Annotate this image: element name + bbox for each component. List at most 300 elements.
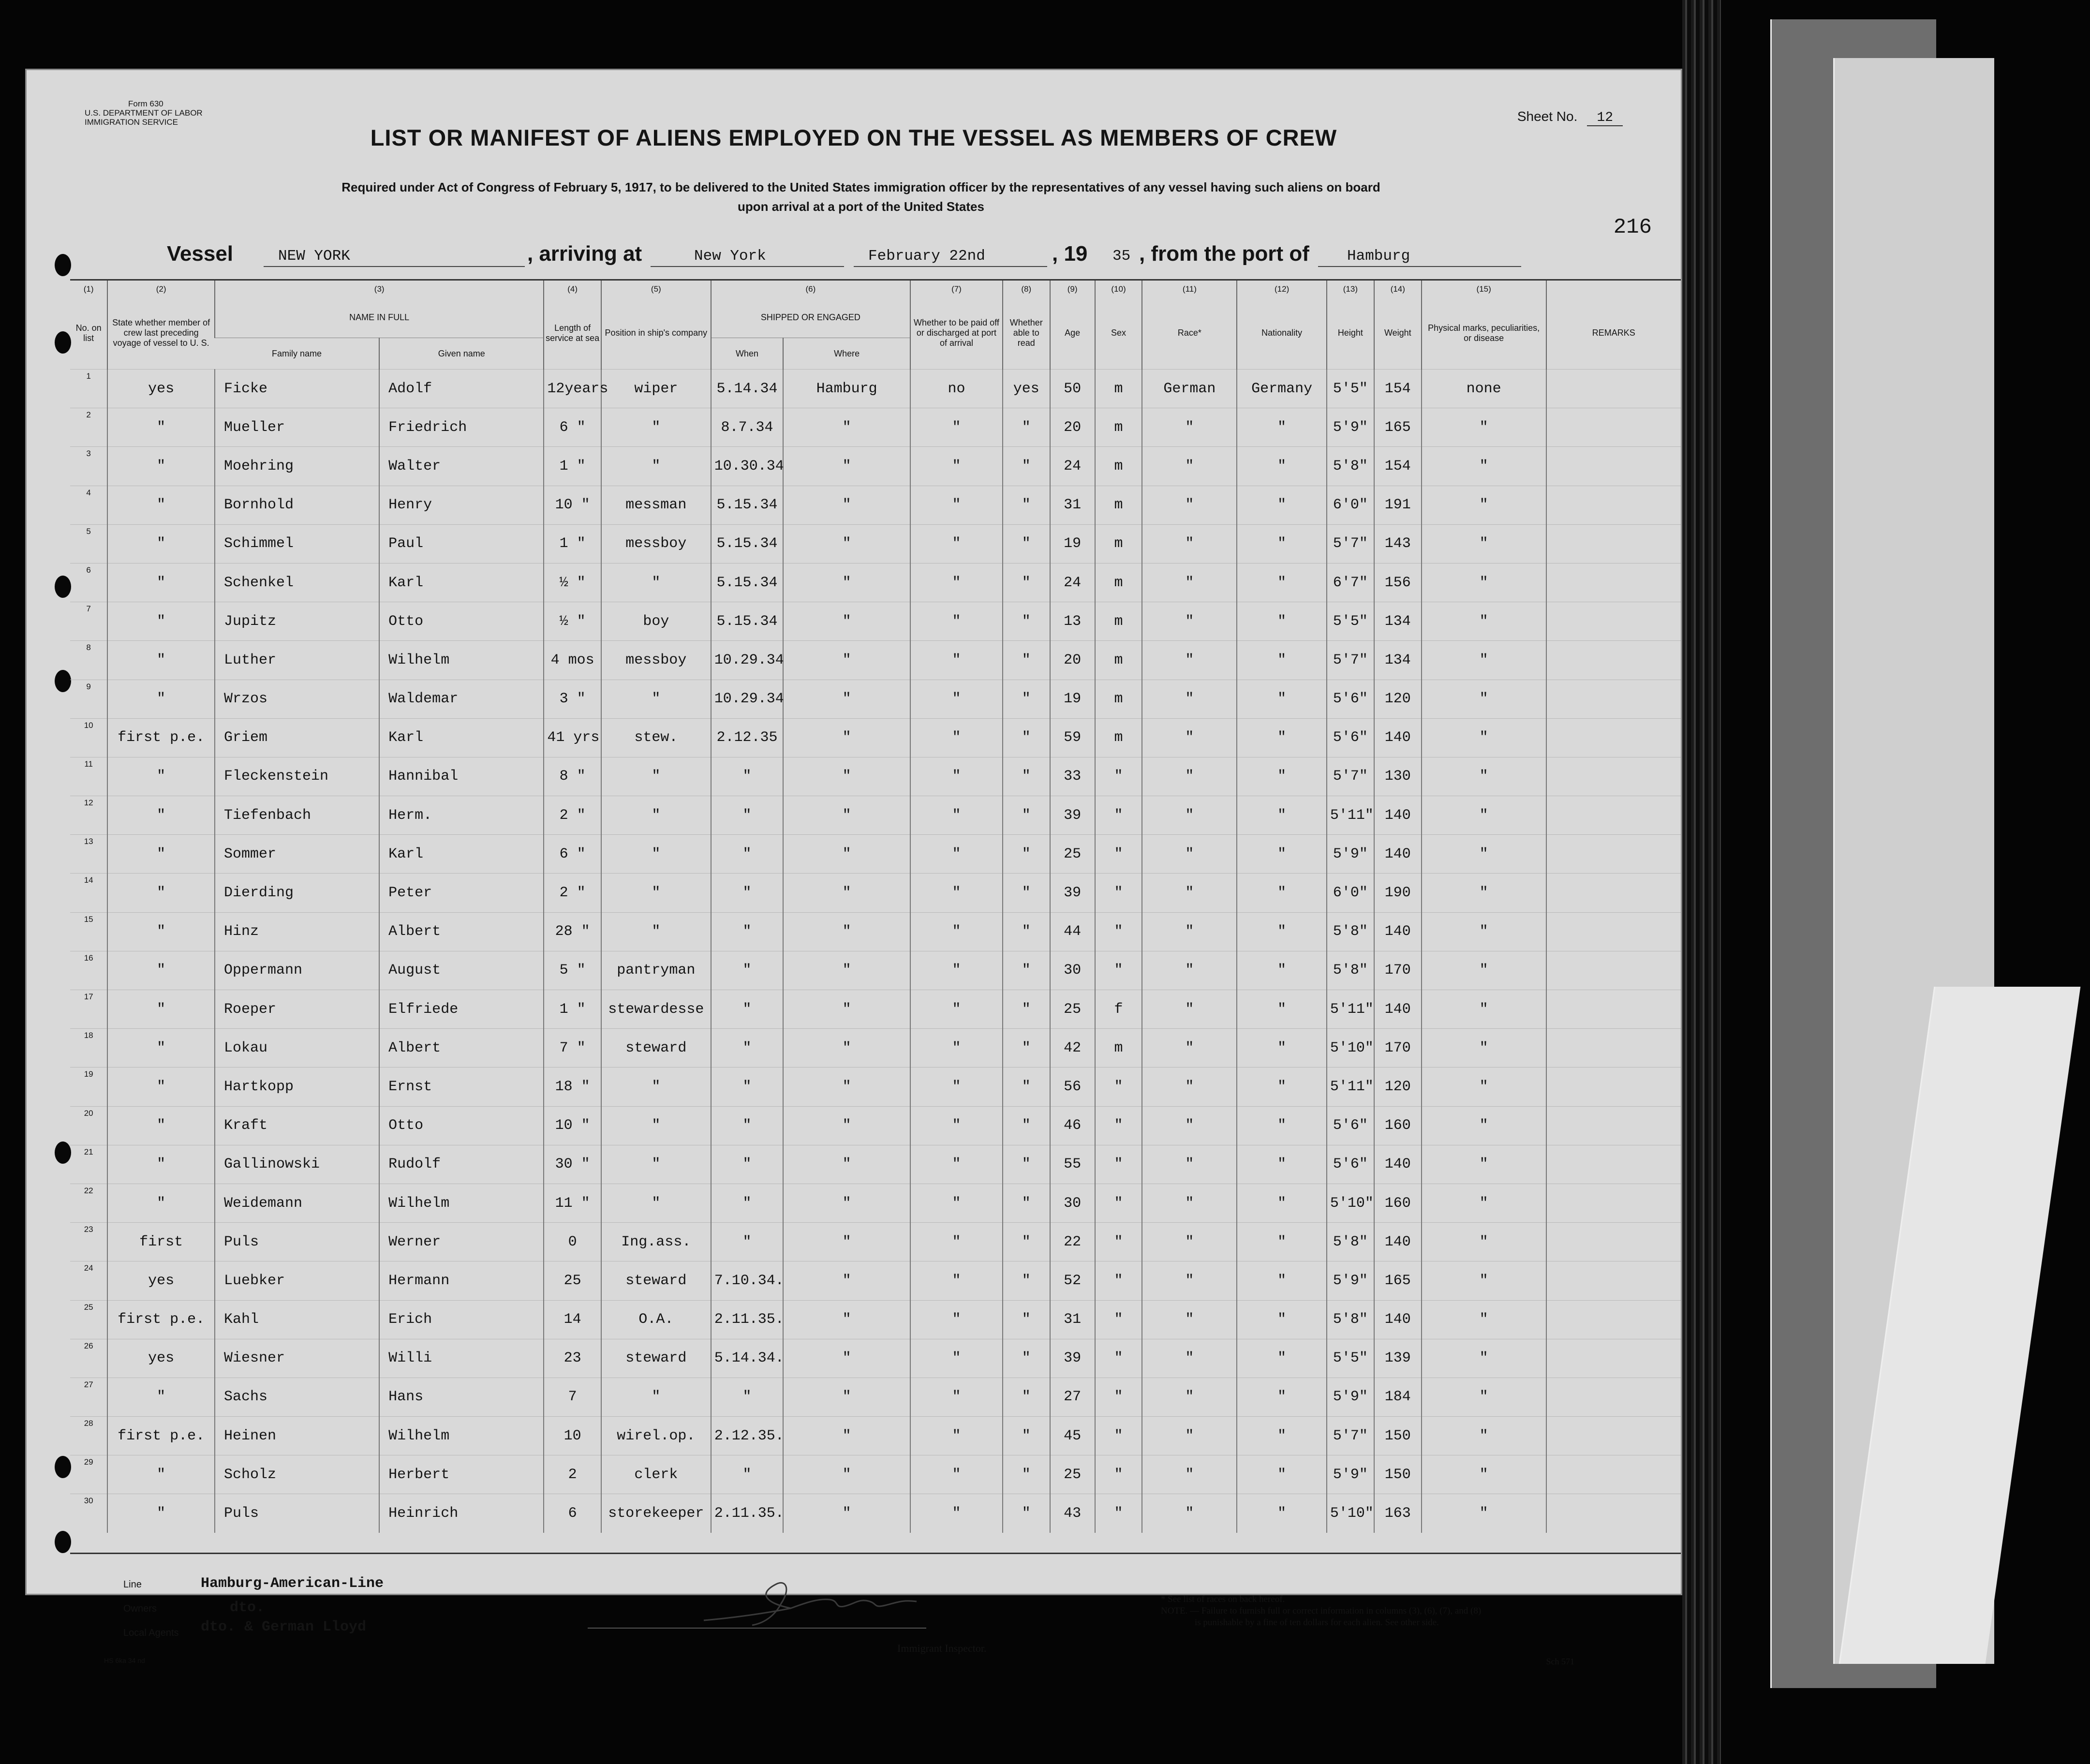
shipped-where-cell: " bbox=[783, 486, 910, 524]
age-cell: 19 bbox=[1050, 524, 1095, 563]
position-cell: " bbox=[601, 835, 711, 874]
previous-voyage-cell: yes bbox=[107, 1339, 215, 1378]
position-cell: pantryman bbox=[601, 951, 711, 990]
table-row bbox=[70, 1223, 1681, 1261]
able-to-read-cell: " bbox=[1003, 951, 1050, 990]
paid-off-cell: " bbox=[910, 680, 1003, 718]
race-cell: " bbox=[1142, 1300, 1237, 1339]
position-cell: " bbox=[601, 1067, 711, 1106]
shipped-when-cell: " bbox=[711, 1378, 783, 1416]
previous-voyage-cell: " bbox=[107, 486, 215, 524]
family-name-cell: Schenkel bbox=[215, 563, 379, 602]
paid-off-cell: " bbox=[910, 563, 1003, 602]
shipped-where-cell: " bbox=[783, 1106, 910, 1145]
remarks-cell bbox=[1546, 563, 1681, 602]
column-number: (2) bbox=[107, 281, 215, 297]
given-name-cell: Hannibal bbox=[379, 757, 544, 796]
sex-cell: m bbox=[1095, 447, 1142, 486]
punch-hole-icon bbox=[55, 670, 71, 692]
race-cell: " bbox=[1142, 408, 1237, 447]
paid-off-cell: " bbox=[910, 1106, 1003, 1145]
family-name-cell: Dierding bbox=[215, 874, 379, 912]
table-row bbox=[70, 757, 1681, 796]
position-cell: steward bbox=[601, 1261, 711, 1300]
weight-cell: 154 bbox=[1374, 370, 1422, 408]
nationality-cell: " bbox=[1237, 951, 1327, 990]
weight-cell: 160 bbox=[1374, 1106, 1422, 1145]
table-row bbox=[70, 447, 1681, 486]
weight-cell: 165 bbox=[1374, 408, 1422, 447]
service-length-cell: 2 " bbox=[544, 874, 601, 912]
shipped-when-cell: 10.30.34 bbox=[711, 447, 783, 486]
shipped-where-cell: " bbox=[783, 524, 910, 563]
nationality-cell: " bbox=[1237, 1223, 1327, 1261]
height-cell: 5'5" bbox=[1327, 1339, 1374, 1378]
age-cell: 39 bbox=[1050, 796, 1095, 835]
previous-voyage-cell: " bbox=[107, 408, 215, 447]
arrival-port: New York bbox=[694, 248, 766, 265]
nationality-cell: " bbox=[1237, 1067, 1327, 1106]
able-to-read-cell: " bbox=[1003, 1494, 1050, 1533]
service-length-cell: 7 " bbox=[544, 1029, 601, 1067]
header-nationality: Nationality bbox=[1237, 297, 1327, 370]
family-name-cell: Mueller bbox=[215, 408, 379, 447]
family-name-cell: Puls bbox=[215, 1494, 379, 1533]
table-row bbox=[70, 1455, 1681, 1494]
age-cell: 25 bbox=[1050, 835, 1095, 874]
remarks-cell bbox=[1546, 602, 1681, 641]
position-cell: wirel.op. bbox=[601, 1417, 711, 1455]
weight-cell: 120 bbox=[1374, 680, 1422, 718]
adjacent-pages bbox=[1712, 19, 2051, 1688]
age-cell: 24 bbox=[1050, 563, 1095, 602]
nationality-cell: " bbox=[1237, 1184, 1327, 1222]
shipped-where-cell: " bbox=[783, 718, 910, 757]
table-row bbox=[70, 1300, 1681, 1339]
physical-marks-cell: " bbox=[1422, 718, 1546, 757]
shipped-where-cell: " bbox=[783, 796, 910, 835]
family-name-cell: Puls bbox=[215, 1223, 379, 1261]
physical-marks-cell: " bbox=[1422, 951, 1546, 990]
service-name: IMMIGRATION SERVICE bbox=[85, 118, 178, 127]
given-name-cell: Karl bbox=[379, 835, 544, 874]
row-number: 17 bbox=[70, 990, 107, 1029]
agents-value: dto. & German Lloyd bbox=[201, 1619, 367, 1635]
service-length-cell: 2 bbox=[544, 1455, 601, 1494]
nationality-cell: " bbox=[1237, 1378, 1327, 1416]
family-name-cell: Griem bbox=[215, 718, 379, 757]
given-name-cell: Herbert bbox=[379, 1455, 544, 1494]
position-cell: " bbox=[601, 757, 711, 796]
height-cell: 5'9" bbox=[1327, 408, 1374, 447]
service-length-cell: 41 yrs bbox=[544, 718, 601, 757]
line-value: Hamburg-American-Line bbox=[201, 1575, 384, 1592]
sex-cell: " bbox=[1095, 1106, 1142, 1145]
nationality-cell: " bbox=[1237, 835, 1327, 874]
arrival-underline bbox=[651, 266, 844, 267]
nationality-cell: " bbox=[1237, 1339, 1327, 1378]
sex-cell: m bbox=[1095, 486, 1142, 524]
remarks-cell bbox=[1546, 1067, 1681, 1106]
family-name-cell: Wiesner bbox=[215, 1339, 379, 1378]
column-number: (3) bbox=[215, 281, 544, 297]
sex-cell: m bbox=[1095, 524, 1142, 563]
remarks-cell bbox=[1546, 680, 1681, 718]
race-cell: " bbox=[1142, 602, 1237, 641]
sex-cell: " bbox=[1095, 835, 1142, 874]
family-name-cell: Gallinowski bbox=[215, 1145, 379, 1184]
able-to-read-cell: " bbox=[1003, 486, 1050, 524]
paid-off-cell: " bbox=[910, 1417, 1003, 1455]
family-name-cell: Hinz bbox=[215, 912, 379, 951]
weight-cell: 165 bbox=[1374, 1261, 1422, 1300]
sex-cell: m bbox=[1095, 680, 1142, 718]
header-height: Height bbox=[1327, 297, 1374, 370]
physical-marks-cell: " bbox=[1422, 1029, 1546, 1067]
shipped-when-cell: 10.29.34 bbox=[711, 680, 783, 718]
height-cell: 5'6" bbox=[1327, 1145, 1374, 1184]
shipped-where-cell: " bbox=[783, 1184, 910, 1222]
height-cell: 6'7" bbox=[1327, 563, 1374, 602]
table-row bbox=[70, 990, 1681, 1029]
column-number: (9) bbox=[1050, 281, 1095, 297]
nationality-cell: " bbox=[1237, 1261, 1327, 1300]
previous-voyage-cell: " bbox=[107, 990, 215, 1029]
race-cell: " bbox=[1142, 1339, 1237, 1378]
row-number: 21 bbox=[70, 1145, 107, 1184]
paid-off-cell: " bbox=[910, 1029, 1003, 1067]
sex-cell: " bbox=[1095, 951, 1142, 990]
table-row bbox=[70, 486, 1681, 524]
remarks-cell bbox=[1546, 796, 1681, 835]
family-name-cell: Kraft bbox=[215, 1106, 379, 1145]
shipped-where-cell: " bbox=[783, 912, 910, 951]
sex-cell: " bbox=[1095, 1339, 1142, 1378]
given-name-cell: Walter bbox=[379, 447, 544, 486]
given-name-cell: Paul bbox=[379, 524, 544, 563]
family-name-cell: Luther bbox=[215, 641, 379, 680]
remarks-cell bbox=[1546, 447, 1681, 486]
position-cell: " bbox=[601, 1145, 711, 1184]
previous-voyage-cell: " bbox=[107, 1067, 215, 1106]
from-label: , from the port of bbox=[1139, 242, 1309, 266]
row-number: 2 bbox=[70, 408, 107, 447]
height-cell: 5'8" bbox=[1327, 1300, 1374, 1339]
able-to-read-cell: " bbox=[1003, 641, 1050, 680]
table-row bbox=[70, 1184, 1681, 1222]
family-name-cell: Schimmel bbox=[215, 524, 379, 563]
header-sex: Sex bbox=[1095, 297, 1142, 370]
height-cell: 5'8" bbox=[1327, 951, 1374, 990]
given-name-cell: Otto bbox=[379, 1106, 544, 1145]
shipped-where-cell: " bbox=[783, 1029, 910, 1067]
physical-marks-cell: " bbox=[1422, 1184, 1546, 1222]
height-cell: 5'8" bbox=[1327, 912, 1374, 951]
row-number: 16 bbox=[70, 951, 107, 990]
position-cell: " bbox=[601, 1106, 711, 1145]
weight-cell: 156 bbox=[1374, 563, 1422, 602]
column-number: (13) bbox=[1327, 281, 1374, 297]
shipped-where-cell: " bbox=[783, 641, 910, 680]
height-cell: 5'11" bbox=[1327, 1067, 1374, 1106]
service-length-cell: 8 " bbox=[544, 757, 601, 796]
punch-hole-icon bbox=[55, 254, 71, 276]
age-cell: 33 bbox=[1050, 757, 1095, 796]
shipped-where-cell: " bbox=[783, 680, 910, 718]
family-name-cell: Moehring bbox=[215, 447, 379, 486]
shipped-when-cell: " bbox=[711, 1223, 783, 1261]
sex-cell: " bbox=[1095, 912, 1142, 951]
header-physical-marks: Physical marks, peculiarities, or disease bbox=[1422, 297, 1546, 370]
weight-cell: 191 bbox=[1374, 486, 1422, 524]
able-to-read-cell: " bbox=[1003, 990, 1050, 1029]
previous-voyage-cell: " bbox=[107, 835, 215, 874]
physical-marks-cell: " bbox=[1422, 563, 1546, 602]
service-length-cell: 11 " bbox=[544, 1184, 601, 1222]
table-row bbox=[70, 563, 1681, 602]
table-row bbox=[70, 718, 1681, 757]
departure-port: Hamburg bbox=[1347, 248, 1410, 265]
previous-voyage-cell: yes bbox=[107, 370, 215, 408]
physical-marks-cell: " bbox=[1422, 1339, 1546, 1378]
age-cell: 31 bbox=[1050, 486, 1095, 524]
paid-off-cell: " bbox=[910, 408, 1003, 447]
given-name-cell: Albert bbox=[379, 1029, 544, 1067]
shipped-where-cell: Hamburg bbox=[783, 370, 910, 408]
position-cell: messboy bbox=[601, 641, 711, 680]
owners-label: Owners bbox=[123, 1603, 157, 1614]
position-cell: " bbox=[601, 447, 711, 486]
punch-hole-icon bbox=[55, 576, 71, 598]
shipped-when-cell: " bbox=[711, 757, 783, 796]
header-race: Race* bbox=[1142, 297, 1237, 370]
weight-cell: 170 bbox=[1374, 951, 1422, 990]
punch-hole-icon bbox=[55, 1141, 71, 1164]
family-name-cell: Luebker bbox=[215, 1261, 379, 1300]
sex-cell: " bbox=[1095, 1455, 1142, 1494]
family-name-cell: Weidemann bbox=[215, 1184, 379, 1222]
paid-off-cell: " bbox=[910, 1300, 1003, 1339]
height-cell: 5'7" bbox=[1327, 1417, 1374, 1455]
previous-voyage-cell: first p.e. bbox=[107, 1300, 215, 1339]
given-name-cell: Elfriede bbox=[379, 990, 544, 1029]
position-cell: Ing.ass. bbox=[601, 1223, 711, 1261]
physical-marks-cell: " bbox=[1422, 1261, 1546, 1300]
sex-cell: m bbox=[1095, 1029, 1142, 1067]
family-name-cell: Sachs bbox=[215, 1378, 379, 1416]
able-to-read-cell: " bbox=[1003, 1145, 1050, 1184]
position-cell: " bbox=[601, 408, 711, 447]
physical-marks-cell: " bbox=[1422, 680, 1546, 718]
arriving-label: , arriving at bbox=[527, 242, 642, 266]
race-cell: " bbox=[1142, 912, 1237, 951]
remarks-cell bbox=[1546, 1029, 1681, 1067]
row-number: 27 bbox=[70, 1378, 107, 1416]
service-length-cell: 10 " bbox=[544, 1106, 601, 1145]
footer-notes bbox=[1161, 1594, 1596, 1629]
weight-cell: 140 bbox=[1374, 1223, 1422, 1261]
row-number: 22 bbox=[70, 1184, 107, 1222]
weight-cell: 170 bbox=[1374, 1029, 1422, 1067]
table-row bbox=[70, 524, 1681, 563]
service-length-cell: 2 " bbox=[544, 796, 601, 835]
form-code: HS 6ka 34 nd bbox=[104, 1657, 145, 1664]
row-number: 12 bbox=[70, 796, 107, 835]
given-name-cell: Hermann bbox=[379, 1261, 544, 1300]
position-cell: storekeeper bbox=[601, 1494, 711, 1533]
sex-cell: " bbox=[1095, 1184, 1142, 1222]
nationality-cell: " bbox=[1237, 796, 1327, 835]
table-row bbox=[70, 1378, 1681, 1416]
arrival-date: February 22nd bbox=[868, 248, 985, 265]
paid-off-cell: " bbox=[910, 718, 1003, 757]
height-cell: 5'5" bbox=[1327, 602, 1374, 641]
position-cell: " bbox=[601, 912, 711, 951]
nationality-cell: " bbox=[1237, 1494, 1327, 1533]
remarks-cell bbox=[1546, 1145, 1681, 1184]
header-position: Position in ship's company bbox=[601, 297, 711, 370]
given-name-cell: Peter bbox=[379, 874, 544, 912]
age-cell: 20 bbox=[1050, 641, 1095, 680]
column-number: (10) bbox=[1095, 281, 1142, 297]
row-number: 18 bbox=[70, 1029, 107, 1067]
service-length-cell: 1 " bbox=[544, 447, 601, 486]
age-cell: 39 bbox=[1050, 1339, 1095, 1378]
shipped-when-cell: " bbox=[711, 951, 783, 990]
given-name-cell: Wilhelm bbox=[379, 1184, 544, 1222]
age-cell: 52 bbox=[1050, 1261, 1095, 1300]
race-cell: " bbox=[1142, 563, 1237, 602]
given-name-cell: Willi bbox=[379, 1339, 544, 1378]
crew-rows bbox=[70, 370, 1681, 1533]
shipped-where-cell: " bbox=[783, 602, 910, 641]
shipped-when-cell: 2.12.35. bbox=[711, 1417, 783, 1455]
race-cell: " bbox=[1142, 1067, 1237, 1106]
given-name-cell: Karl bbox=[379, 718, 544, 757]
given-name-cell: Wilhelm bbox=[379, 1417, 544, 1455]
shipped-when-cell: 10.29.34 bbox=[711, 641, 783, 680]
family-name-cell: Bornhold bbox=[215, 486, 379, 524]
able-to-read-cell: " bbox=[1003, 602, 1050, 641]
age-cell: 13 bbox=[1050, 602, 1095, 641]
row-number: 15 bbox=[70, 912, 107, 951]
physical-marks-cell: " bbox=[1422, 1378, 1546, 1416]
form-identifier bbox=[85, 99, 203, 127]
race-cell: " bbox=[1142, 1106, 1237, 1145]
race-cell: " bbox=[1142, 486, 1237, 524]
shipped-when-cell: 2.12.35 bbox=[711, 718, 783, 757]
table-row bbox=[70, 680, 1681, 718]
able-to-read-cell: " bbox=[1003, 1184, 1050, 1222]
able-to-read-cell: " bbox=[1003, 680, 1050, 718]
handwritten-page-number: 216 bbox=[1613, 215, 1652, 239]
race-cell: " bbox=[1142, 796, 1237, 835]
subtitle-line: Required under Act of Congress of February 5, 1917, to be delivered to the United States immigration officer by the representatives of any vessel having such aliens on board bbox=[341, 180, 1380, 194]
previous-voyage-cell: first bbox=[107, 1223, 215, 1261]
service-length-cell: ½ " bbox=[544, 563, 601, 602]
previous-voyage-cell: " bbox=[107, 1494, 215, 1533]
family-name-cell: Kahl bbox=[215, 1300, 379, 1339]
position-cell: O.A. bbox=[601, 1300, 711, 1339]
height-cell: 6'0" bbox=[1327, 486, 1374, 524]
weight-cell: 130 bbox=[1374, 757, 1422, 796]
physical-marks-cell: " bbox=[1422, 874, 1546, 912]
race-cell: " bbox=[1142, 1145, 1237, 1184]
column-number: (8) bbox=[1003, 281, 1050, 297]
port-underline bbox=[1318, 266, 1521, 267]
height-cell: 5'9" bbox=[1327, 1378, 1374, 1416]
height-cell: 5'9" bbox=[1327, 1261, 1374, 1300]
shipped-when-cell: 5.15.34 bbox=[711, 486, 783, 524]
form-number: Form 630 bbox=[128, 99, 163, 108]
shipped-when-cell: " bbox=[711, 796, 783, 835]
given-name-cell: Werner bbox=[379, 1223, 544, 1261]
table-row bbox=[70, 370, 1681, 408]
table-row bbox=[70, 951, 1681, 990]
age-cell: 22 bbox=[1050, 1223, 1095, 1261]
given-name-cell: Waldemar bbox=[379, 680, 544, 718]
remarks-cell bbox=[1546, 718, 1681, 757]
race-cell: " bbox=[1142, 1417, 1237, 1455]
service-length-cell: 5 " bbox=[544, 951, 601, 990]
shipped-where-cell: " bbox=[783, 1417, 910, 1455]
position-cell: " bbox=[601, 1378, 711, 1416]
weight-cell: 140 bbox=[1374, 912, 1422, 951]
shipped-where-cell: " bbox=[783, 447, 910, 486]
able-to-read-cell: " bbox=[1003, 912, 1050, 951]
able-to-read-cell: " bbox=[1003, 1417, 1050, 1455]
weight-cell: 140 bbox=[1374, 1145, 1422, 1184]
nationality-cell: " bbox=[1237, 563, 1327, 602]
sex-cell: " bbox=[1095, 796, 1142, 835]
line-label: Line bbox=[123, 1579, 142, 1590]
race-cell: " bbox=[1142, 757, 1237, 796]
physical-marks-cell: " bbox=[1422, 408, 1546, 447]
year-prefix: , 19 bbox=[1052, 242, 1088, 266]
column-number: (12) bbox=[1237, 281, 1327, 297]
race-cell: " bbox=[1142, 1184, 1237, 1222]
header-where: Where bbox=[783, 338, 910, 370]
table-row bbox=[70, 1494, 1681, 1533]
family-name-cell: Scholz bbox=[215, 1455, 379, 1494]
row-number: 4 bbox=[70, 486, 107, 524]
table-row bbox=[70, 408, 1681, 447]
nationality-cell: " bbox=[1237, 874, 1327, 912]
shipped-where-cell: " bbox=[783, 1494, 910, 1533]
given-name-cell: Herm. bbox=[379, 796, 544, 835]
age-cell: 30 bbox=[1050, 1184, 1095, 1222]
row-number: 14 bbox=[70, 874, 107, 912]
table-row bbox=[70, 1417, 1681, 1455]
nationality-cell: " bbox=[1237, 1417, 1327, 1455]
height-cell: 5'10" bbox=[1327, 1494, 1374, 1533]
height-cell: 5'6" bbox=[1327, 718, 1374, 757]
nationality-cell: " bbox=[1237, 1145, 1327, 1184]
given-name-cell: Otto bbox=[379, 602, 544, 641]
sex-cell: " bbox=[1095, 1417, 1142, 1455]
height-cell: 5'9" bbox=[1327, 835, 1374, 874]
sex-cell: " bbox=[1095, 1145, 1142, 1184]
owners-value: dto. bbox=[230, 1600, 265, 1616]
physical-marks-cell: none bbox=[1422, 370, 1546, 408]
note-label: NOTE. bbox=[1161, 1606, 1188, 1616]
physical-marks-cell: " bbox=[1422, 757, 1546, 796]
table-row bbox=[70, 874, 1681, 912]
shipped-where-cell: " bbox=[783, 1378, 910, 1416]
service-length-cell: 0 bbox=[544, 1223, 601, 1261]
weight-cell: 154 bbox=[1374, 447, 1422, 486]
position-cell: boy bbox=[601, 602, 711, 641]
